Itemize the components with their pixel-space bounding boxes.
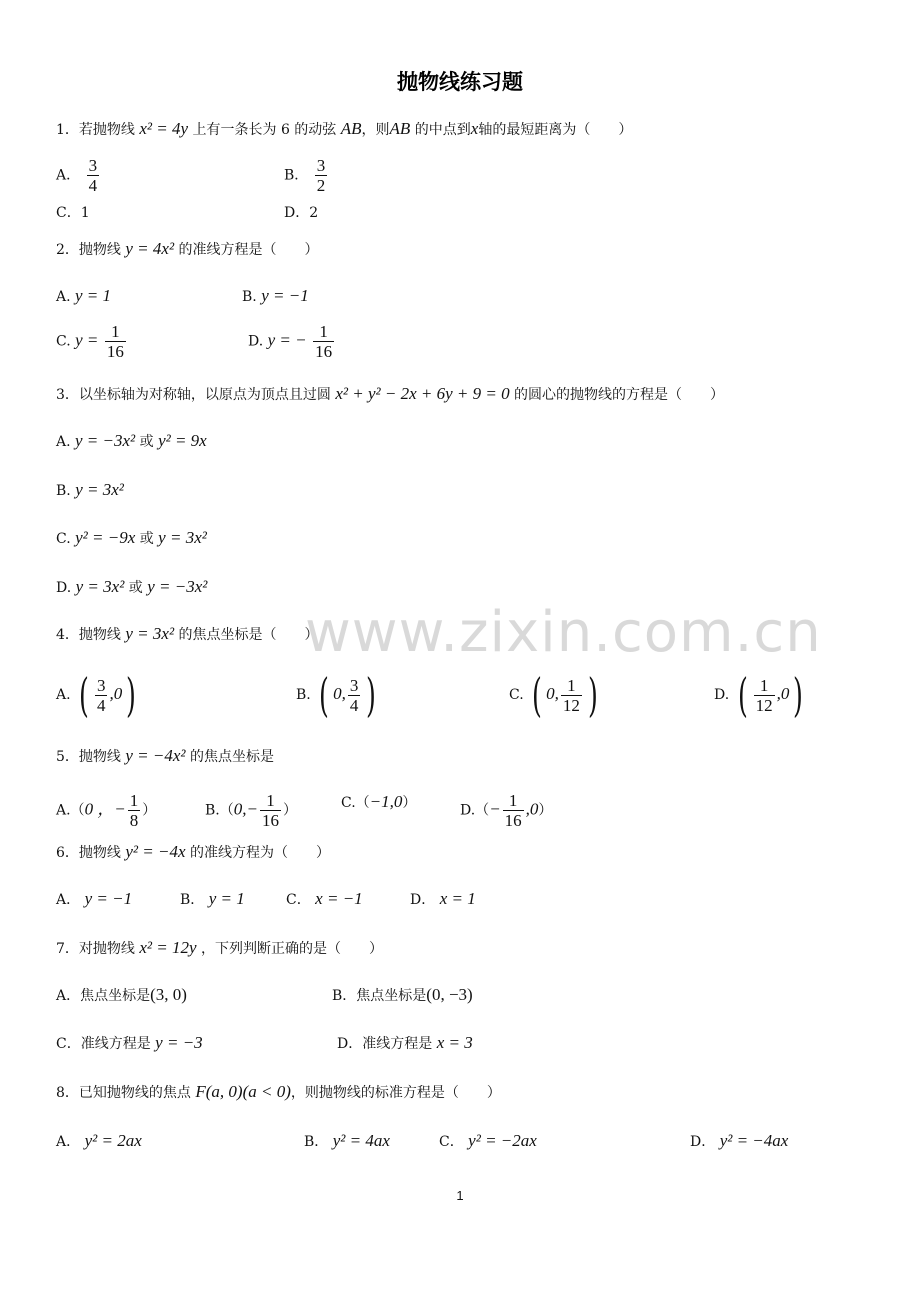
q7-equation: x² = 12y <box>139 938 197 957</box>
q3-equation: x² + y² − 2x + 6y + 9 = 0 <box>335 384 510 403</box>
fraction: $\frac{3}{4}$ <box>349 675 359 715</box>
q4-option-c: C. ( 0, $\frac{1}{12}$ ) <box>509 668 598 722</box>
fraction: $\frac{3}{4}$ <box>88 156 98 195</box>
q3-option-a: A. y = −3x² 或 y² = 9x <box>56 431 207 450</box>
q1-equation: x² = 4y <box>139 119 189 138</box>
fraction: $\frac{1}{16}$ <box>315 322 333 361</box>
q4-option-a: A. ( $\frac{3}{4}$ ,0) <box>56 668 137 722</box>
q6-option-d: D． x = 1 <box>410 889 476 908</box>
q7-option-d: D．准线方程是 x = 3 <box>337 1033 473 1052</box>
q3-option-b: B. y = 3x² <box>56 480 124 499</box>
page-title: 抛物线练习题 <box>397 70 523 94</box>
q6-equation: y² = −4x <box>125 842 186 861</box>
question-8-stem: 8．已知抛物线的焦点 F(a, 0)(a < 0)，则抛物线的标准方程是（ ） <box>56 1082 501 1101</box>
q8-equation: F(a, 0)(a < 0) <box>195 1082 291 1101</box>
fraction: $\frac{1}{8}$ <box>129 791 139 830</box>
fraction: $\frac{1}{12}$ <box>562 675 580 715</box>
q6-option-c: C． x = −1 <box>286 889 363 908</box>
q8-option-a: A． y² = 2ax <box>56 1131 142 1150</box>
q7-option-c: C．准线方程是 y = −3 <box>56 1033 203 1052</box>
question-4-stem: 4．抛物线 y = 3x² 的焦点坐标是（ ） <box>56 624 319 643</box>
q4-equation: y = 3x² <box>125 624 175 643</box>
q5-option-c: C.（−1,0） <box>341 792 417 811</box>
fraction: $\frac{1}{16}$ <box>504 791 522 830</box>
q2-option-d: D. y = − $\frac{1}{16}$ <box>248 322 333 361</box>
q1-option-b: B． $\frac{3}{2}$ <box>284 156 326 195</box>
q6-option-b: B． y = 1 <box>180 889 245 908</box>
fraction: $\frac{1}{16}$ <box>106 322 124 361</box>
q2-option-b: B. y = −1 <box>242 286 309 305</box>
q7-option-b: B．焦点坐标是(0, −3) <box>332 985 473 1004</box>
q8-option-d: D． y² = −4ax <box>690 1131 789 1150</box>
q3-option-d: D. y = 3x² 或 y = −3x² <box>56 577 208 596</box>
q1-option-c: C．1 <box>56 205 90 221</box>
question-6-stem: 6．抛物线 y² = −4x 的准线方程为（ ） <box>56 842 330 861</box>
q5-option-a: A.（0 ，− $\frac{1}{8}$ ） <box>56 791 157 830</box>
q1-option-a: A． $\frac{3}{4}$ <box>56 156 98 195</box>
q6-option-a: A． y = −1 <box>56 889 133 908</box>
q5-option-d: D.（− $\frac{1}{16}$ ,0） <box>460 791 553 830</box>
q3-option-c: C. y² = −9x 或 y = 3x² <box>56 528 207 547</box>
q4-option-d: D. ( $\frac{1}{12}$ ,0) <box>714 668 804 722</box>
watermark: www.zixin.com.cn <box>305 600 822 665</box>
q2-option-c: C. y = $\frac{1}{16}$ <box>56 322 124 361</box>
fraction: $\frac{3}{4}$ <box>96 675 106 715</box>
q4-option-b: B. ( 0, $\frac{3}{4}$ ) <box>296 668 377 722</box>
q2-equation: y = 4x² <box>125 239 175 258</box>
q5-equation: y = −4x² <box>125 746 186 765</box>
fraction: $\frac{1}{12}$ <box>755 675 773 715</box>
fraction: $\frac{3}{2}$ <box>316 156 326 195</box>
q8-option-c: C． y² = −2ax <box>439 1131 537 1150</box>
question-5-stem: 5．抛物线 y = −4x² 的焦点坐标是 <box>56 746 274 765</box>
q7-option-a: A．焦点坐标是(3, 0) <box>56 985 187 1004</box>
q1-option-d: D．2 <box>284 205 319 221</box>
question-2-stem: 2．抛物线 y = 4x² 的准线方程是（ ） <box>56 239 319 258</box>
question-3-stem: 3．以坐标轴为对称轴，以原点为顶点且过圆 x² + y² − 2x + 6y + 9 = 0 的圆心的抛物线的方程是（ ） <box>56 384 725 403</box>
fraction: $\frac{1}{16}$ <box>261 791 279 830</box>
q2-option-a: A. y = 1 <box>56 286 112 305</box>
q5-option-b: B.（0,− $\frac{1}{16}$ ） <box>205 791 297 830</box>
q8-option-b: B． y² = 4ax <box>304 1131 390 1150</box>
question-7-stem: 7．对抛物线 x² = 12y ，下列判断正确的是（ ） <box>56 938 383 957</box>
question-1-stem: 1．若抛物线 x² = 4y 上有一条长为 6 的动弦 AB，则AB 的中点到x轴的最短距离为（ ） <box>56 119 633 138</box>
page-number: 1 <box>456 1188 464 1203</box>
